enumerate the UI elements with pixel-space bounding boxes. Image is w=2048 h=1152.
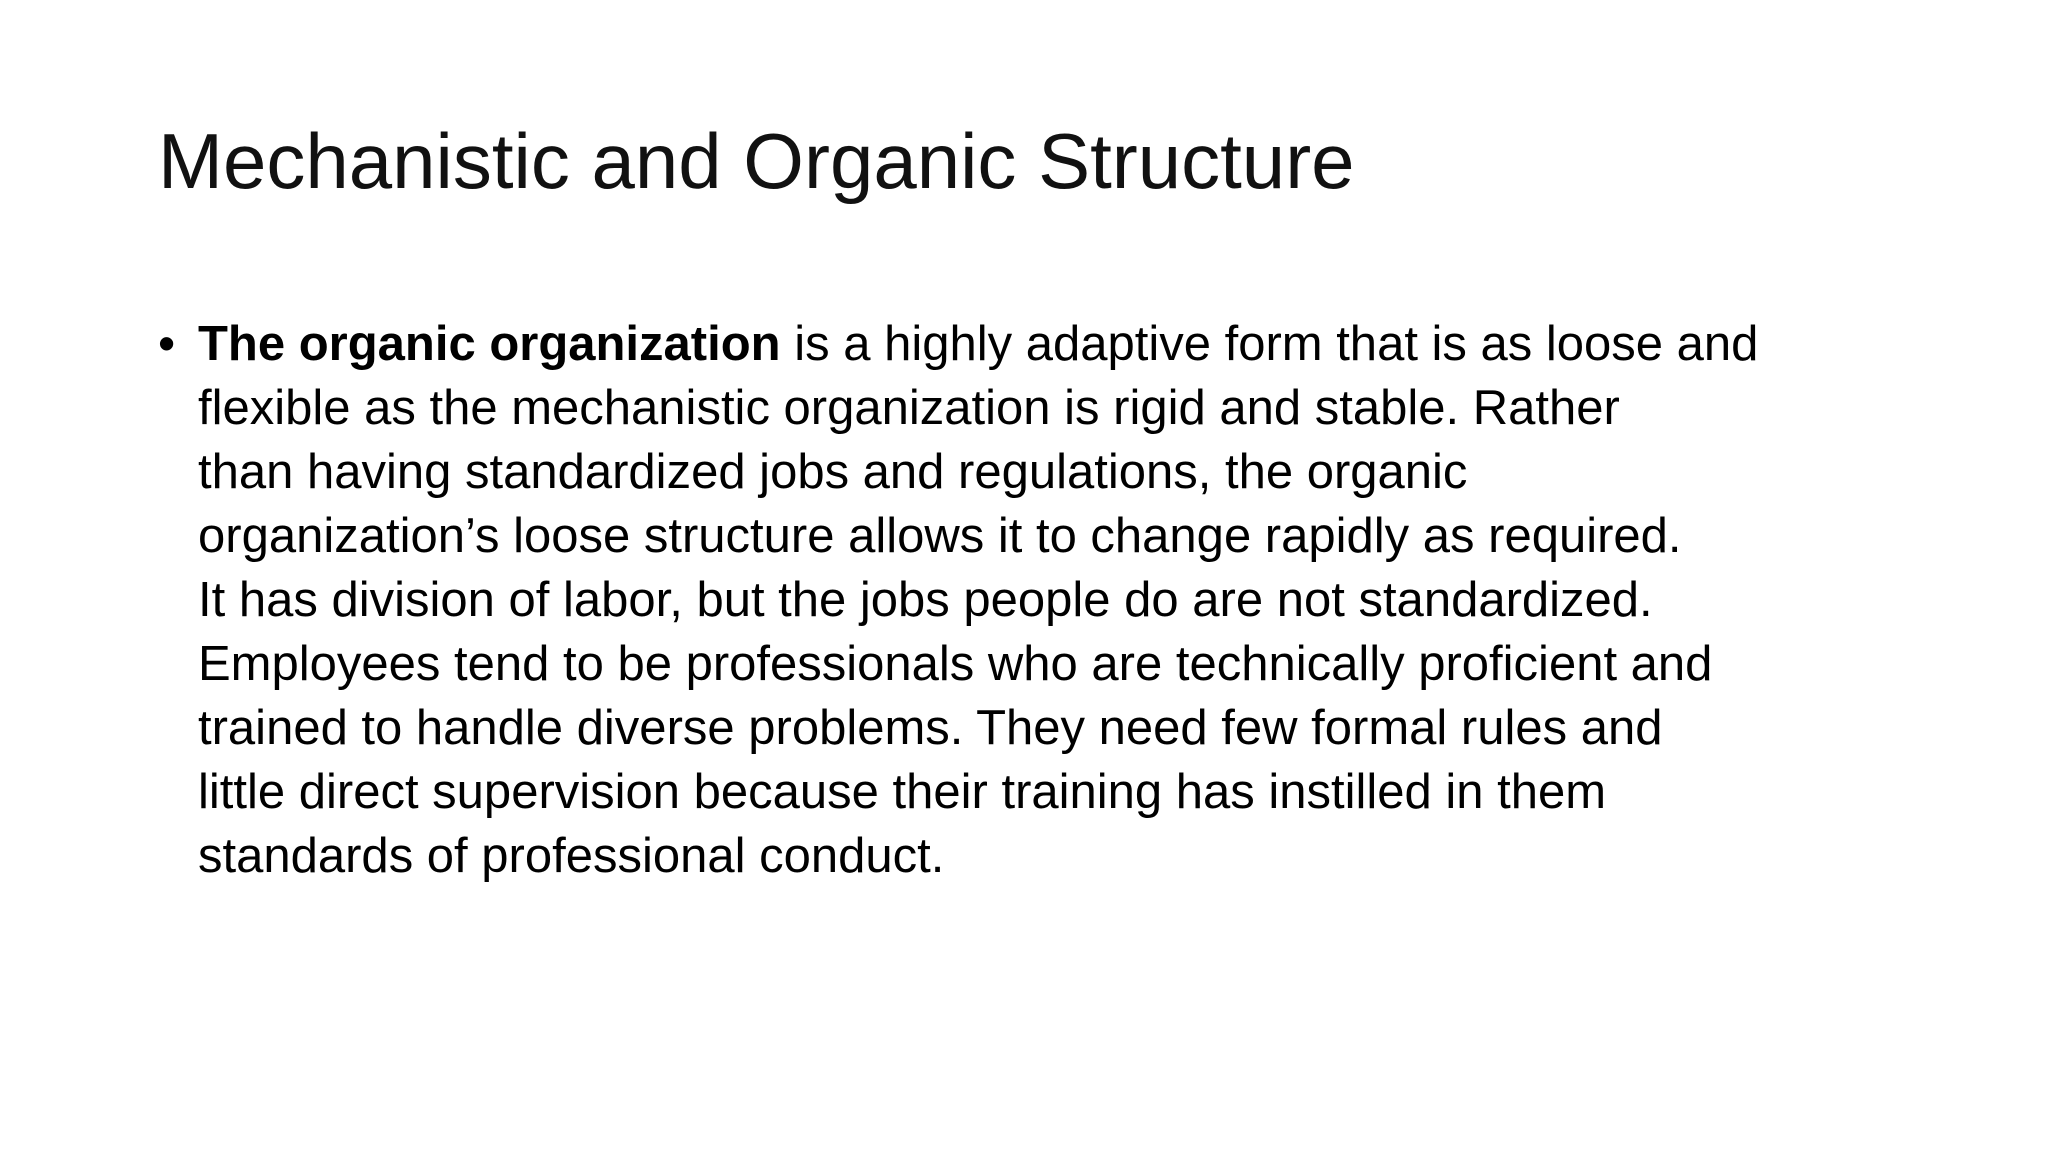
bullet-line-1 [198, 312, 1918, 376]
bullet-item [158, 312, 1918, 888]
bullet-line-1-text: is a highly adaptive form that is as loose and [780, 317, 1759, 371]
bullet-line-9: standards of professional conduct. [198, 829, 945, 883]
bullet-line-7: trained to handle diverse problems. They need few formal rules and [198, 701, 1663, 755]
slide-title: Mechanistic and Organic Structure [158, 117, 1355, 205]
bold-term: The organic organization [198, 317, 781, 371]
bullet-line-4: organization’s loose structure allows it to change rapidly as required. [198, 509, 1682, 563]
bullet-line-2: flexible as the mechanistic organization is rigid and stable. Rather [198, 381, 1620, 435]
bullet-line-3: than having standardized jobs and regulations, the organic [198, 445, 1468, 499]
bullet-icon: • [158, 317, 176, 371]
bullet-list [158, 312, 1918, 888]
bullet-line-6: Employees tend to be professionals who are technically proficient and [198, 637, 1713, 691]
bullet-line-5: It has division of labor, but the jobs people do are not standardized. [198, 573, 1653, 627]
bullet-line-8: little direct supervision because their training has instilled in them [198, 765, 1607, 819]
